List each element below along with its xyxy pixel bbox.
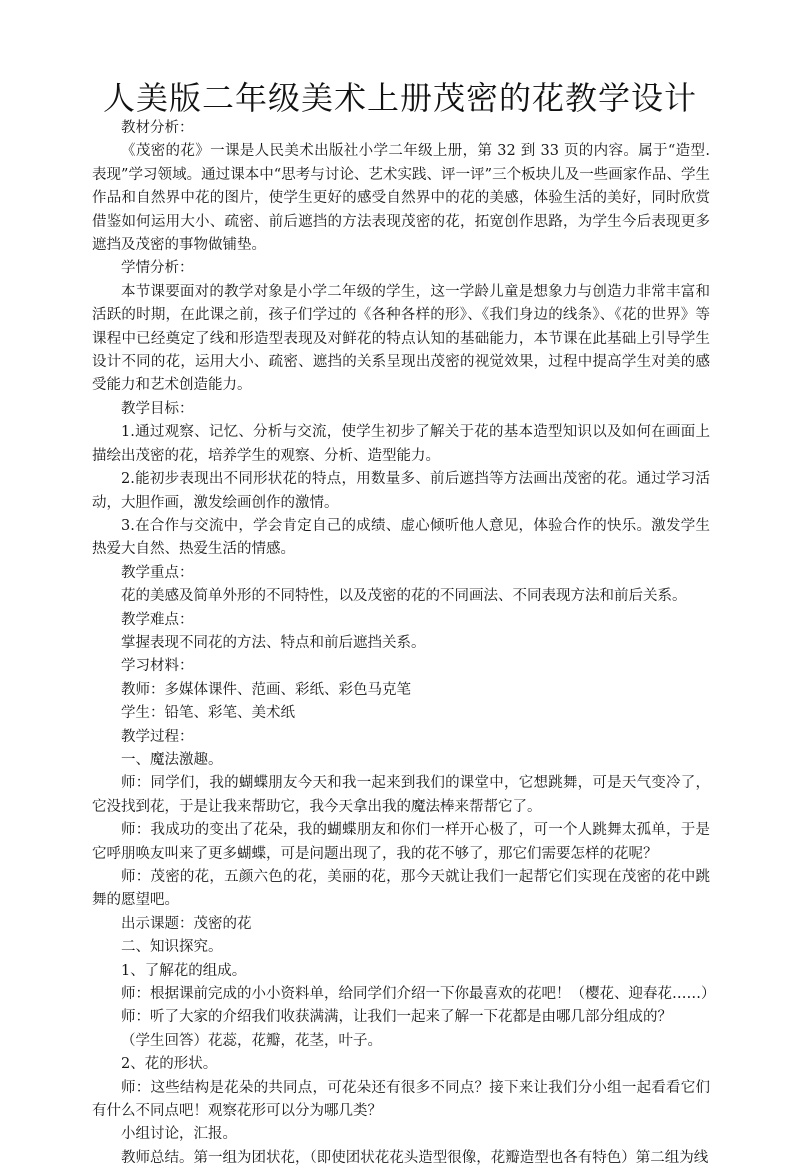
paragraph: （学生回答）花蕊，花瓣，花茎，叶子。 [121, 1032, 382, 1049]
paragraph: 师：听了大家的介绍我们收获满满，让我们一起来了解一下花都是由哪几部分组成的？ [121, 1009, 672, 1026]
paragraph: 教学难点： [121, 611, 194, 628]
paragraph: 3.在合作与交流中，学会肯定自己的成绩、虚心倾听他人意见，体验合作的快乐。激发学生热爱大自然、热爱生活的情感。 [92, 517, 710, 558]
paragraph: 出示课题：茂密的花 [121, 915, 252, 932]
paragraph: 一、魔法激趣。 [121, 751, 223, 768]
document-body [92, 117, 716, 1170]
paragraph: 教学重点： [121, 564, 194, 581]
paragraph: 师：同学们，我的蝴蝶朋友今天和我一起来到我们的课堂中，它想跳舞，可是天气变冷了，它没找到花，于是让我来帮助它，我今天拿出我的魔法棒来帮帮它了。 [92, 775, 710, 815]
paragraph: 《茂密的花》一课是人民美术出版社小学二年级上册，第 32 到 33 页的内容。属于“造型.表现”学习领域。通过课本中“思考与讨论、艺术实践、评一评”三个板块儿及一些画家作品、学生作品和自然界中花的图片，使学生更好的感受自然界中的花的美感，体验生活的美好，同时欣赏借鉴如何运用大小、疏密、前后遮挡的方法表现茂密的花，拓宽创作思路，为学生今后表现更多遮挡及茂密的事物做铺垫。 [92, 143, 710, 254]
paragraph: 教学目标： [121, 400, 194, 417]
paragraph: 学习材料： [121, 658, 194, 675]
paragraph: 掌握表现不同花的方法、特点和前后遮挡关系。 [121, 634, 426, 651]
paragraph: 教学过程： [121, 728, 194, 745]
paragraph: 小组讨论，汇报。 [121, 1126, 237, 1143]
paragraph: 本节课要面对的教学对象是小学二年级的学生，这一学龄儿童是想象力与创造力非常丰富和活跃的时期，在此课之前，孩子们学过的《各种各样的形》、《我们身边的线条》、《花的世界》等课程中已经奠定了线和形造型表现及对鲜花的特点认知的基础能力，本节课在此基础上引导学生设计不同的花，运用大小、疏密、遮挡的关系呈现出茂密的视觉效果，过程中提高学生对美的感受能力和艺术创造能力。 [92, 283, 710, 394]
paragraph: 二、知识探究。 [121, 939, 223, 956]
paragraph: 学生：铅笔、彩笔、美术纸 [121, 705, 295, 722]
paragraph: 师：茂密的花，五颜六色的花，美丽的花，那今天就让我们一起帮它们实现在茂密的花中跳舞的愿望吧。 [92, 869, 710, 909]
paragraph: 2.能初步表现出不同形状花的特点，用数量多、前后遮挡等方法画出茂密的花。通过学习活动，大胆作画，激发绘画创作的激情。 [92, 471, 710, 511]
paragraph: 2、花的形状。 [121, 1056, 218, 1073]
paragraph: 师：这些结构是花朵的共同点，可花朵还有很多不同点？接下来让我们分小组一起看看它们有什么不同点吧！观察花形可以分为哪几类？ [92, 1079, 710, 1120]
paragraph: 教师总结。第一组为团状花，（即使团状花花头造型很像，花瓣造型也各有特色）第二组为线 [121, 1149, 709, 1166]
paragraph: 师：根据课前完成的小小资料单，给同学们介绍一下你最喜欢的花吧！（樱花、迎春花……） [121, 986, 716, 1003]
document-title: 人美版二年级美术上册茂密的花教学设计 [102, 79, 697, 117]
paragraph: 学情分析： [121, 260, 194, 277]
paragraph: 1、了解花的组成。 [121, 962, 247, 979]
paragraph: 教师：多媒体课件、范画、彩纸、彩色马克笔 [121, 681, 411, 698]
paragraph: 花的美感及简单外形的不同特性，以及茂密的花的不同画法、不同表现方法和前后关系。 [121, 588, 687, 605]
paragraph: 教材分析： [121, 120, 194, 136]
paragraph: 1.通过观察、记忆、分析与交流，使学生初步了解关于花的基本造型知识以及如何在画面上描绘出茂密的花，培养学生的观察、分析、造型能力。 [92, 424, 710, 464]
paragraph: 师：我成功的变出了花朵，我的蝴蝶朋友和你们一样开心极了，可一个人跳舞太孤单，于是它呼朋唤友叫来了更多蝴蝶，可是问题出现了，我的花不够了，那它们需要怎样的花呢？ [92, 822, 710, 862]
